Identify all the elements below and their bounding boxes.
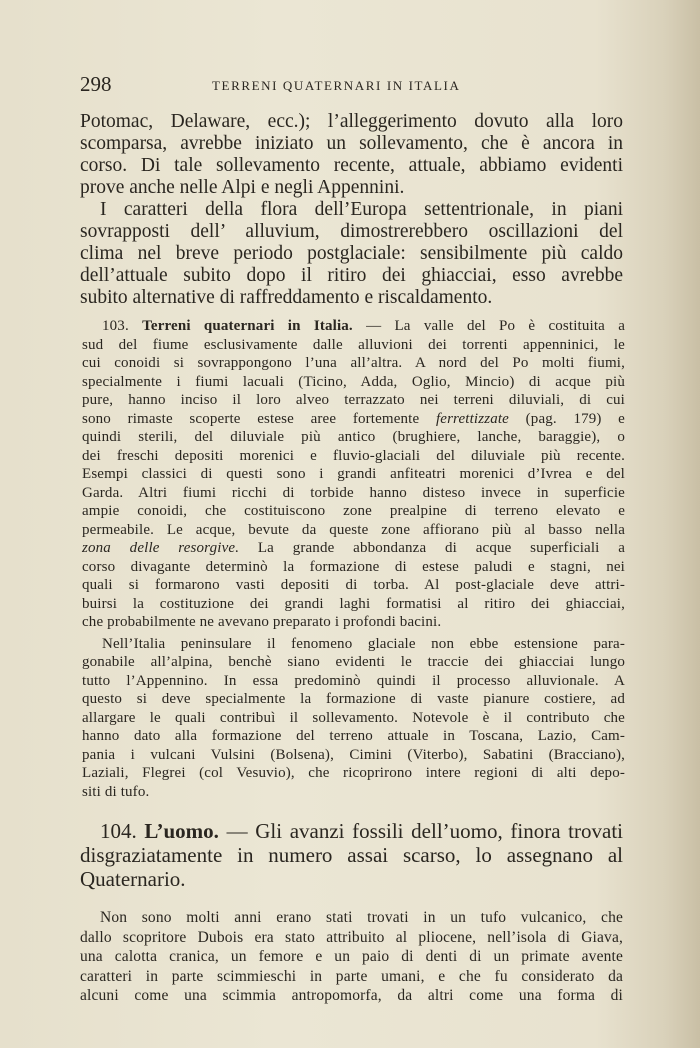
text-line: scomparsa, avrebbe iniziato un sollevamento, che è ancora in bbox=[80, 133, 623, 154]
text-line: siti di tufo. bbox=[82, 783, 150, 800]
text-line: tutto l’Appennino. In essa predominò quindi il processo alluvionale. A bbox=[82, 672, 625, 689]
text-line: Non sono molti anni erano stati trovati in un tufo vulcanico, che bbox=[100, 909, 623, 926]
page-header bbox=[80, 72, 623, 98]
text-line: pania i vulcani Vulsini (Bolsena), Cimini (Viterbo), Sabatini (Bracciano), bbox=[82, 746, 625, 763]
paragraph-continued bbox=[80, 111, 623, 309]
text-line: subito alternative di raffreddamento e riscaldamento. bbox=[80, 287, 493, 308]
text-line bbox=[82, 410, 625, 429]
section-104 bbox=[80, 819, 623, 891]
section-104-paragraph bbox=[80, 908, 623, 1006]
text-line: Laziali, Flegrei (col Vesuvio), che ricoprirono intere regioni di alti depo- bbox=[82, 765, 625, 781]
text-line: caratteri in parte scimmieschi in parte umani, e che fu considerato da bbox=[80, 967, 623, 985]
text-line: permeabile. Le acque, bevute da queste zone affiorano più al basso nella bbox=[82, 521, 625, 538]
text-span: (pag. 179) e bbox=[509, 410, 625, 427]
text-line: sovrapposti dell’ alluvium, dimostrerebbero oscillazioni del bbox=[80, 221, 623, 242]
section-number: 104. bbox=[100, 819, 137, 843]
text-line: disgraziatamente in numero assai scarso, lo assegnano al bbox=[80, 843, 623, 867]
text-line: dallo scopritore Dubois era stato attribuito al pliocene, nell’isola di Giava, bbox=[80, 928, 623, 946]
text-line: che probabilmente ne avevano preparato i profondi bacini. bbox=[82, 614, 442, 630]
text-line: alcuni come una scimmia antropomorfa, da altri come una forma di bbox=[80, 987, 623, 1004]
text-line: Nell’Italia peninsulare il fenomeno glaciale non ebbe estensione para- bbox=[102, 635, 625, 652]
text-line: allargare le quali contribuì il sollevamento. Notevole è il contributo che bbox=[82, 709, 625, 726]
section-103 bbox=[82, 317, 625, 801]
text-line: sud del fiume esclusivamente dalle alluvioni dei torrenti appenninici, le bbox=[82, 336, 625, 353]
section-heading-line bbox=[80, 819, 623, 843]
text-line: Garda. Altri fiumi ricchi di torbide hanno disteso invece in superficie bbox=[82, 484, 625, 501]
text-line: buirsi la costituzione dei grandi laghi formatisi al ritiro dei ghiacciai, bbox=[82, 595, 625, 612]
text-line: quindi sterili, del diluviale più antico (brughiere, lanche, baraggie), o bbox=[82, 429, 625, 445]
text-span: sono rimaste scoperte estese aree fortemente bbox=[82, 410, 436, 427]
text-line: pure, hanno inciso il loro alveo terrazzato nei terreni diluviali, di cui bbox=[82, 392, 625, 408]
text-line: clima nel breve periodo postglaciale: sensibilmente più caldo bbox=[80, 243, 623, 264]
text-line: prove anche nelle Alpi e negli Appennini. bbox=[80, 177, 405, 198]
text-span: — Gli avanzi fossili dell’uomo, finora trovati bbox=[218, 819, 623, 843]
section-title: L’uomo. bbox=[144, 819, 219, 843]
text-line: Esempi classici di questi sono i grandi anfiteatri morenici d’Ivrea e del bbox=[82, 466, 625, 482]
text-line bbox=[82, 539, 625, 558]
text-line: quali si formarono vasti depositi di torba. Al post-glaciale deve attri- bbox=[82, 577, 625, 593]
text-line: corso. Di tale sollevamento recente, attuale, abbiamo evidenti bbox=[80, 155, 623, 176]
text-line: Potomac, Delaware, ecc.); l’alleggerimento dovuto alla loro bbox=[80, 111, 623, 132]
text-line: hanno dato alla formazione del terreno attuale in Toscana, Lazio, Cam- bbox=[82, 728, 625, 744]
text-line: I caratteri della flora dell’Europa settentrionale, in piani bbox=[100, 199, 623, 220]
text-line: ampie conoidi, che costituiscono zone prealpine di terreno elevato e bbox=[82, 503, 625, 519]
running-title: TERRENI QUATERNARI IN ITALIA bbox=[212, 78, 461, 93]
section-number: 103. bbox=[102, 318, 129, 334]
text-line: Quaternario. bbox=[80, 867, 186, 891]
text-line: questo si deve specialmente la formazione di vaste pianure costiere, ad bbox=[82, 691, 625, 707]
italic-term: ferrettizzate bbox=[435, 410, 509, 427]
text-span: La grande abbondanza di acque superficiali a bbox=[239, 540, 625, 556]
page-number: 298 bbox=[80, 72, 112, 96]
section-title: Terreni quaternari in Italia. bbox=[142, 318, 353, 334]
text-line: una calotta cranica, un femore e un paio di denti di un primate avente bbox=[80, 948, 623, 965]
text-line: dei freschi depositi morenici e fluvio-glaciali del diluviale più recente. bbox=[82, 447, 625, 464]
text-line: specialmente i fiumi lacuali (Ticino, Adda, Oglio, Mincio) di acque più bbox=[82, 373, 625, 390]
text-line: corso divagante determinò la formazione di estese paludi e stagni, nei bbox=[82, 558, 625, 575]
text-span: — La valle del Po è costituita a bbox=[352, 318, 625, 334]
section-heading-line bbox=[82, 317, 625, 336]
text-line: dell’attuale subito dopo il ritiro dei ghiacciai, esso avrebbe bbox=[80, 265, 623, 286]
italic-term: zona delle resorgive. bbox=[82, 540, 240, 556]
text-line: cui conoidi si sovrappongono l’una all’altra. A nord del Po molti fiumi, bbox=[82, 355, 625, 371]
text-line: gonabile all’alpina, benchè siano evidenti le traccie dei ghiacciai lungo bbox=[82, 654, 625, 670]
